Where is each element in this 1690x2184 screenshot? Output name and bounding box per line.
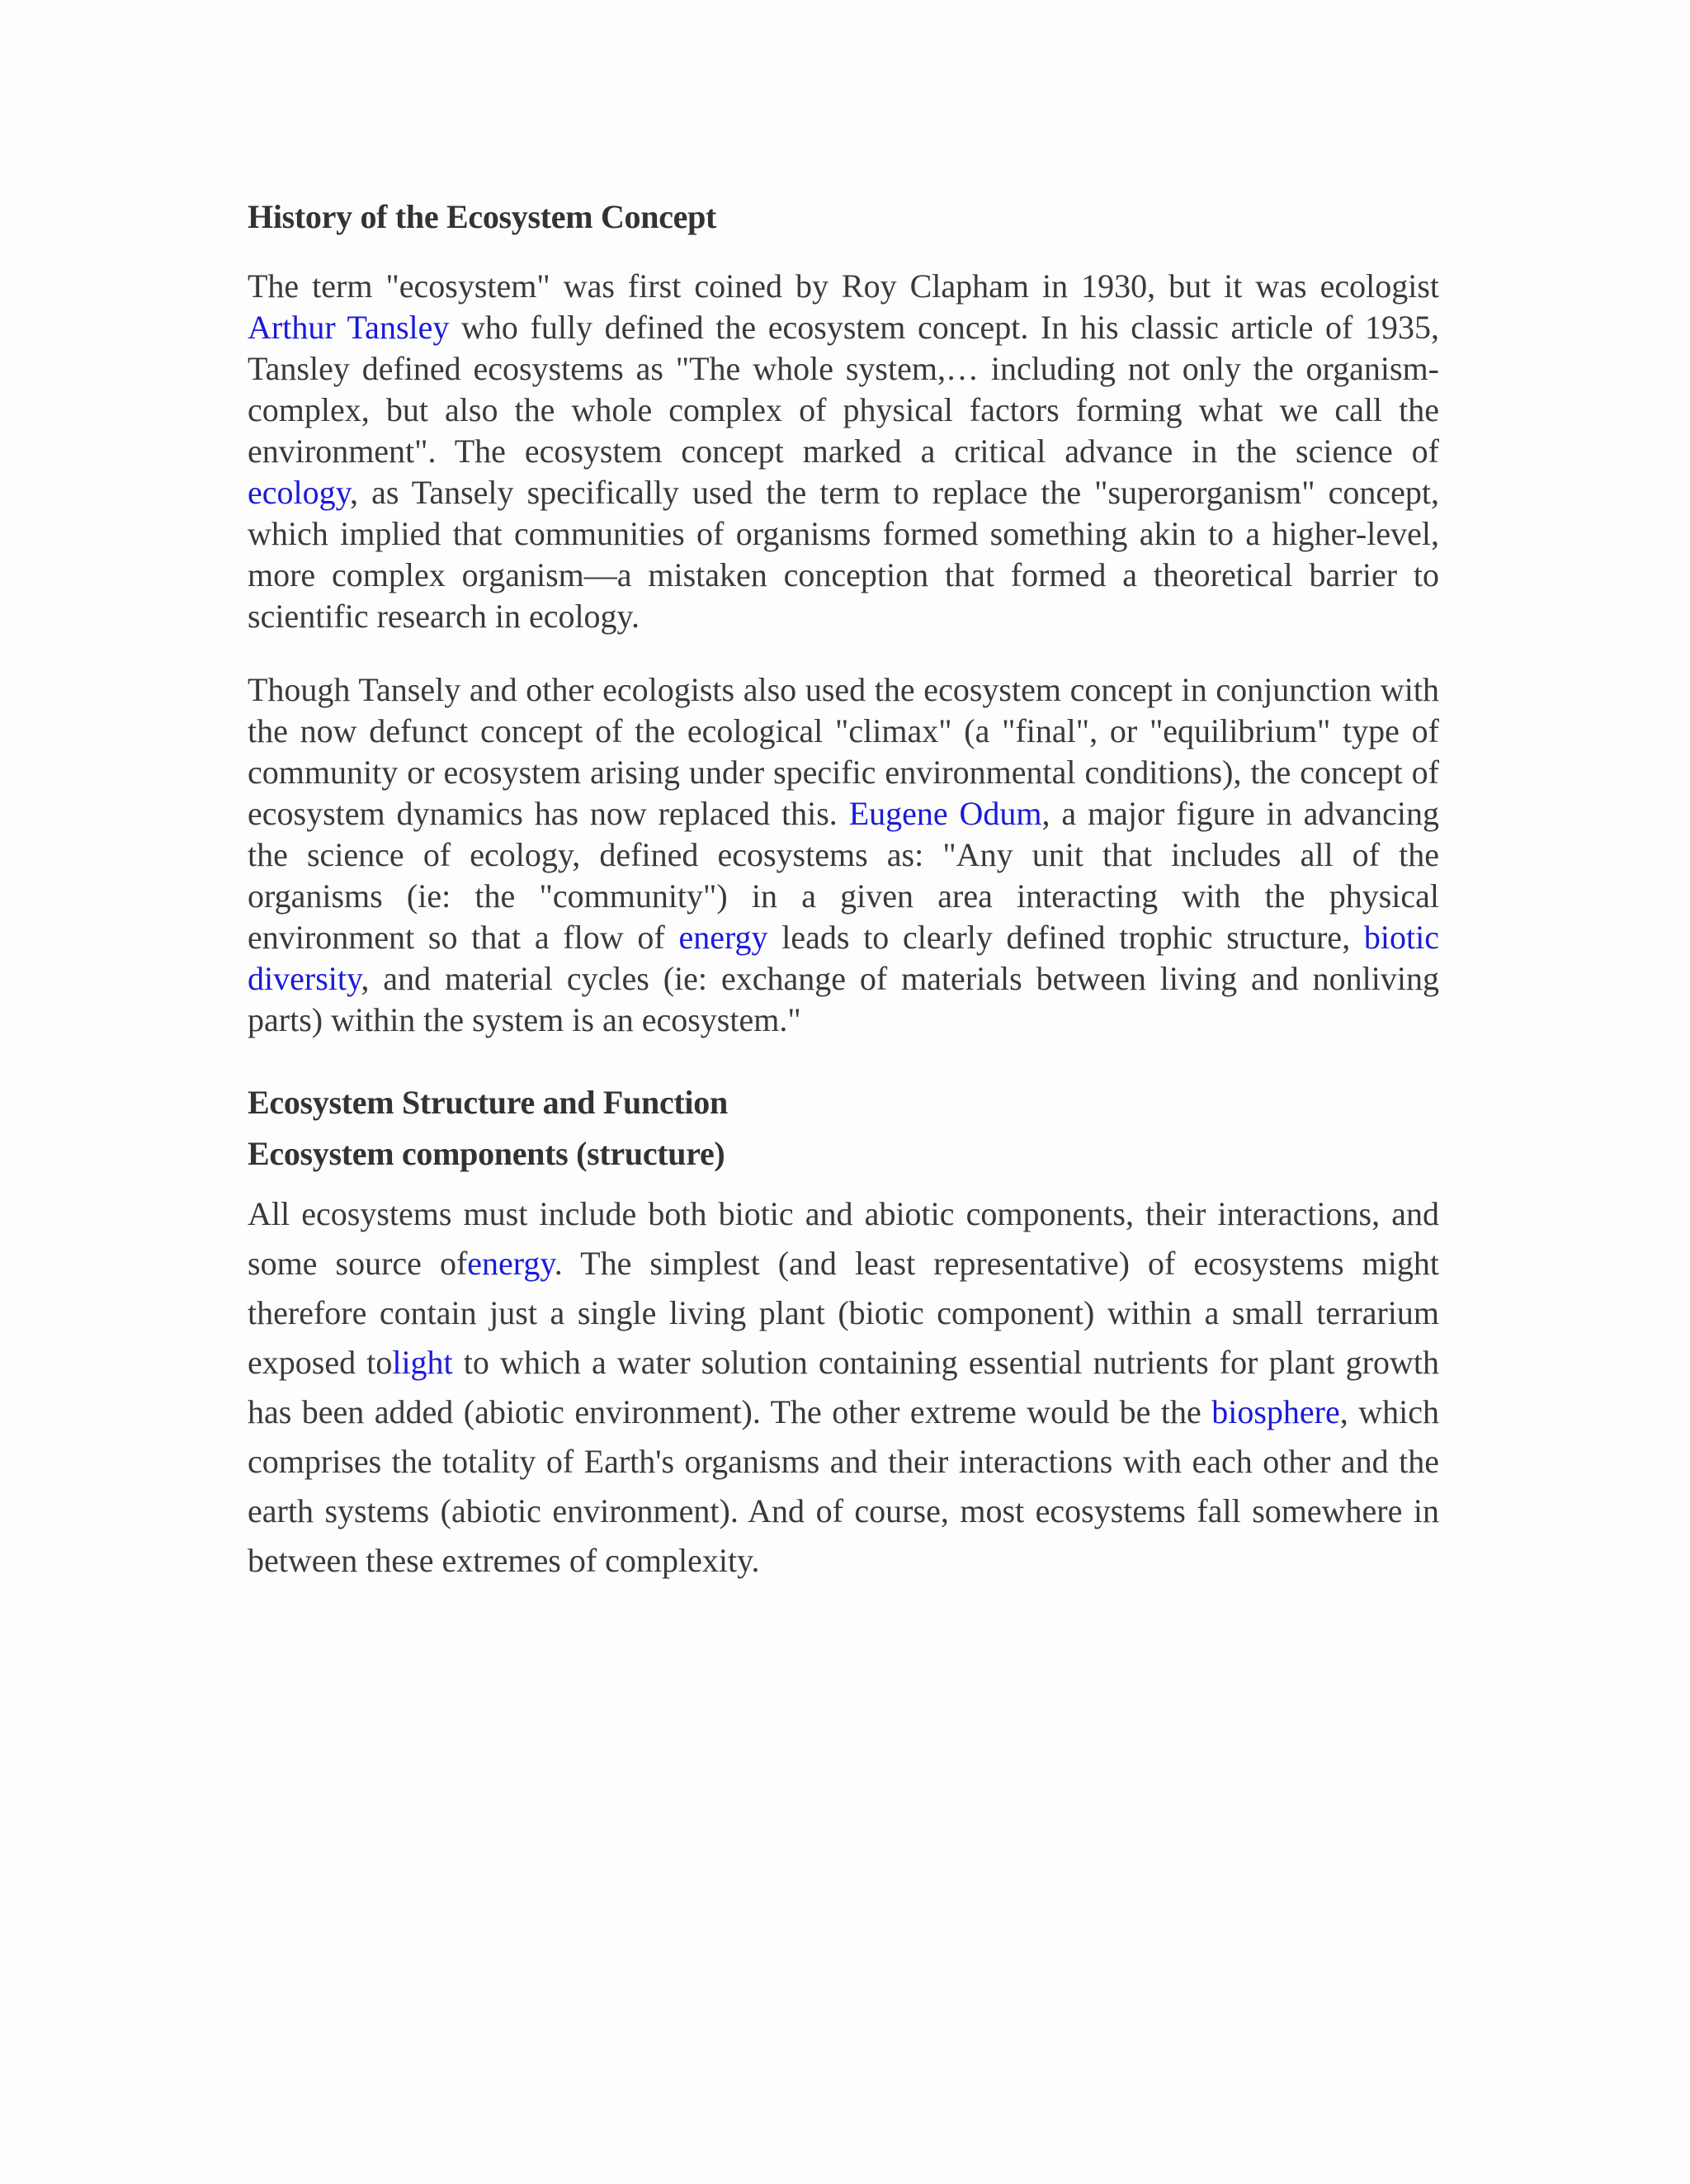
subsection-heading-components: Ecosystem components (structure) — [248, 1135, 725, 1172]
paragraph-text: . The simplest (and least representative) of ecosystems might therefore contain just a single living plant (biotic component) within a small terrarium exposed to — [248, 1245, 1439, 1381]
link-ecology[interactable]: ecology — [248, 474, 351, 511]
paragraph-history-1 — [248, 266, 1439, 637]
paragraph-text: who fully defined the ecosystem concept. In his classic article of 1935, Tansley defined ecosystems as "The whole system,… including not only the organism-complex, but also the whole complex of physical factors forming what we call the environment". The ecosystem concept marked a critical advance in the science of — [248, 309, 1439, 470]
paragraph-history-2 — [248, 669, 1439, 1041]
link-energy[interactable]: energy — [467, 1245, 555, 1282]
link-eugene-odum[interactable]: Eugene Odum — [848, 795, 1042, 832]
link-arthur-tansley[interactable]: Arthur Tansley — [248, 309, 450, 346]
paragraph-text: , and material cycles (ie: exchange of materials between living and nonliving parts) within the system is an ecosystem." — [248, 960, 1439, 1038]
paragraph-text: , a major figure in advancing the science of ecology, defined ecosystems as: "Any unit that includes all of the organisms (ie: the "community") in a given area interacting with the physical environment so that a flow of — [248, 795, 1439, 956]
paragraph-text: , which comprises the totality of Earth's organisms and their interactions with each other and the earth systems (abiotic environment). And of course, most ecosystems fall somewhere in between these extremes of complexity. — [248, 1393, 1439, 1579]
link-energy[interactable]: energy — [678, 919, 768, 956]
paragraph-text: The term "ecosystem" was first coined by Roy Clapham in 1930, but it was ecologist — [248, 267, 1439, 305]
paragraph-text: leads to clearly defined trophic structure, — [767, 919, 1364, 956]
paragraph-text: Though Tansely and other ecologists also used the ecosystem concept in conjunction with the now defunct concept of the ecological "climax" (a "final", or "equilibrium" type of community or ecosystem arising under specific environmental conditions), the concept of ecosystem dynamics has now replaced this. — [248, 671, 1439, 832]
document-page — [248, 196, 1439, 1586]
link-light[interactable]: light — [392, 1344, 453, 1381]
paragraph-text: All ecosystems must include both biotic and abiotic components, their interactions, and some source of — [248, 1195, 1439, 1282]
section-heading-structure-function: Ecosystem Structure and Function — [248, 1084, 728, 1121]
paragraph-text: , as Tansely specifically used the term to replace the "superorganism" concept, which implied that communities of organisms formed something akin to a higher-level, more complex organism—a mistaken conception that formed a theoretical barrier to scientific research in ecology. — [248, 474, 1439, 635]
link-biotic-diversity[interactable]: biotic diversity — [248, 919, 1440, 997]
section-heading-history: History of the Ecosystem Concept — [248, 198, 717, 235]
paragraph-components — [248, 1189, 1439, 1586]
link-biosphere[interactable]: biosphere — [1211, 1393, 1340, 1430]
paragraph-text: to which a water solution containing essential nutrients for plant growth has been added (abiotic environment). The other extreme would be the — [248, 1344, 1440, 1430]
